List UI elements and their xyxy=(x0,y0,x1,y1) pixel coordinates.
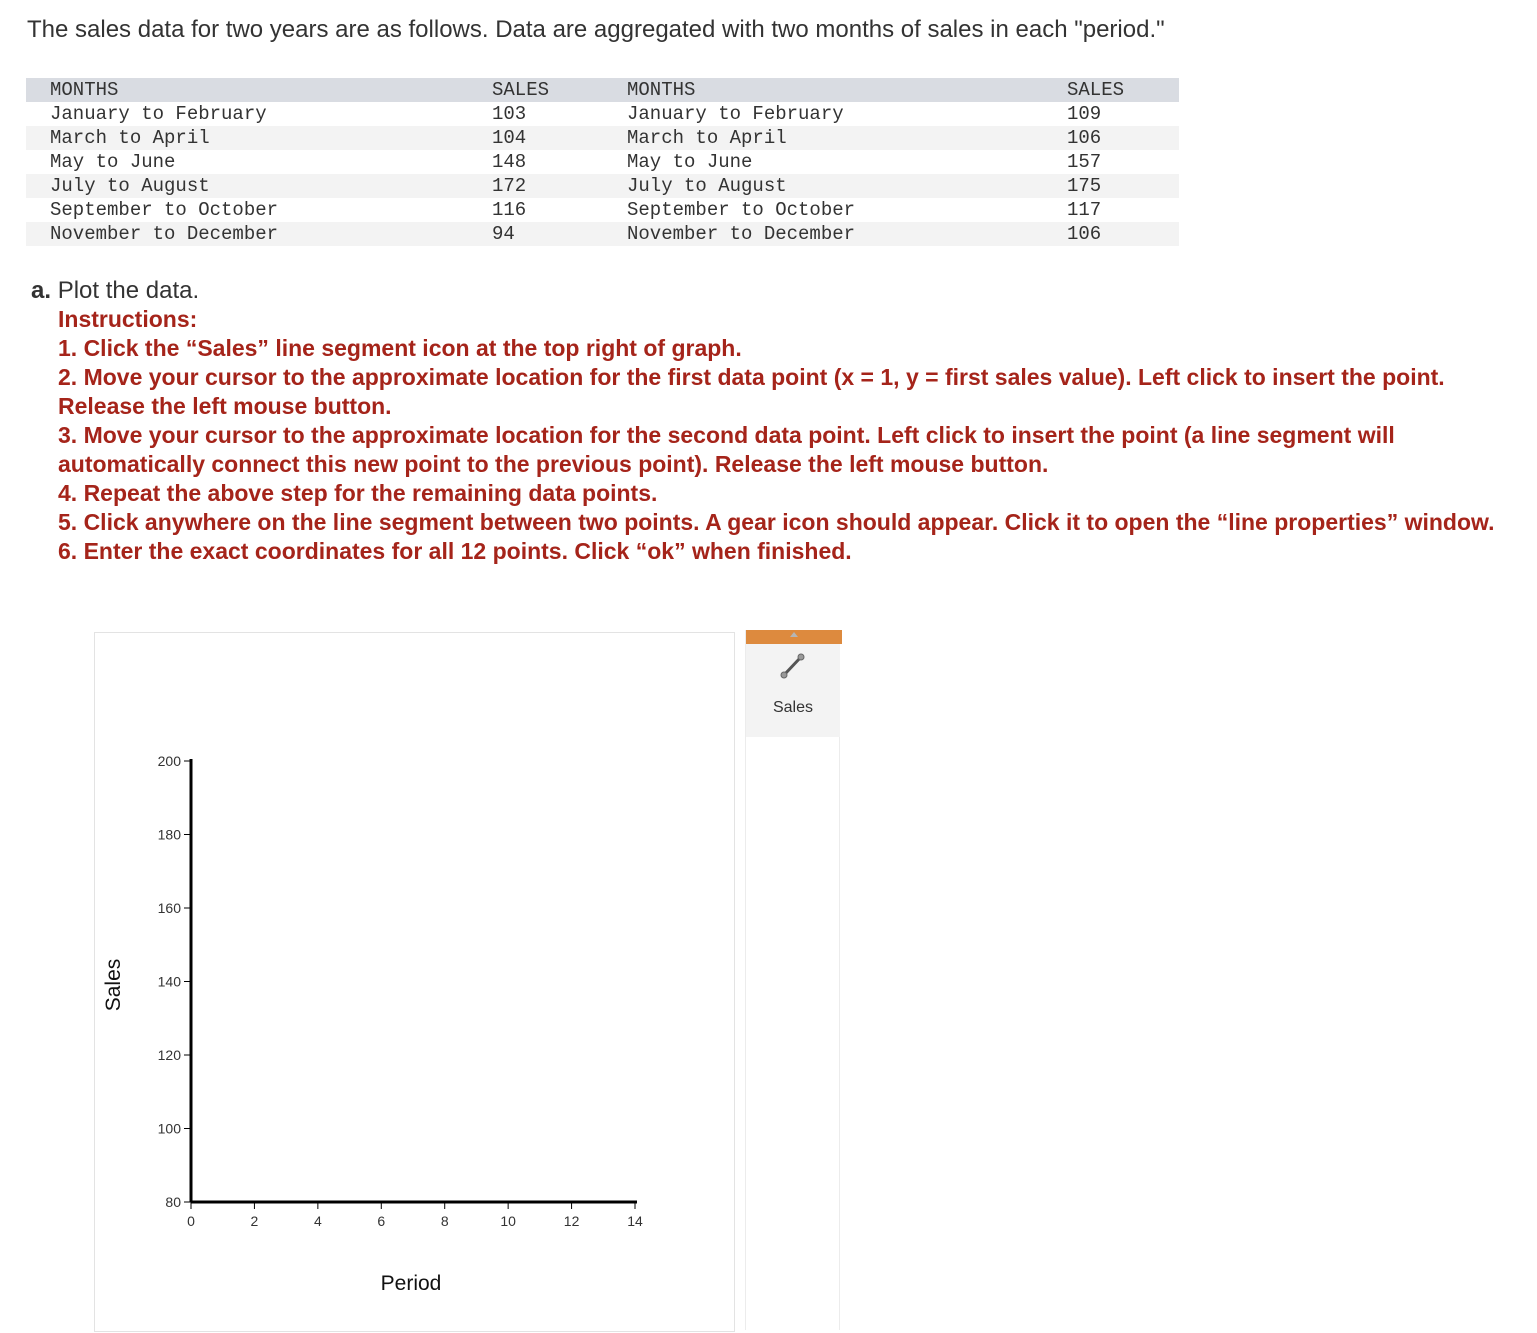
x-tick-label: 6 xyxy=(377,1213,386,1229)
sales-tool-label: Sales xyxy=(772,699,814,716)
table-row xyxy=(26,126,1179,150)
x-axis-title: Period xyxy=(380,1272,442,1295)
sales-cell: 157 xyxy=(1067,151,1102,173)
sales-cell: 94 xyxy=(492,223,515,245)
y-tick-label: 120 xyxy=(157,1047,181,1063)
y-tick-label: 180 xyxy=(157,826,181,843)
intro-text: The sales data for two years are as follows. Data are aggregated with two months of sales in each "period." xyxy=(27,16,1165,43)
months-cell: January to February xyxy=(627,103,844,125)
months-cell: March to April xyxy=(627,127,787,149)
header-sales-2: SALES xyxy=(1067,79,1125,101)
instructions-heading: Instructions: xyxy=(58,306,198,332)
sales-cell: 104 xyxy=(492,127,527,149)
sales-cell: 117 xyxy=(1067,199,1102,221)
instruction-step: 3. Move your cursor to the approximate location for the second data point. Left click to insert the point (a line segment will automatically connect this new point to the previous point). Release the left mouse button. xyxy=(58,422,1395,477)
sales-data-table xyxy=(26,78,1179,246)
header-sales-1: SALES xyxy=(492,79,550,101)
sales-cell: 106 xyxy=(1067,223,1102,245)
table-row xyxy=(26,174,1179,198)
months-cell: November to December xyxy=(50,223,279,245)
graph-canvas[interactable] xyxy=(94,632,735,1332)
x-tick-label: 8 xyxy=(440,1213,449,1229)
instruction-step: 6. Enter the exact coordinates for all 12 points. Click “ok” when finished. xyxy=(58,538,852,564)
sales-line-tool-button[interactable] xyxy=(746,644,840,737)
months-cell: March to April xyxy=(50,127,210,149)
part-a-text: Plot the data. xyxy=(57,277,200,304)
part-a-prompt xyxy=(31,277,199,305)
part-a-label: a. xyxy=(31,277,52,304)
line-segment-icon[interactable] xyxy=(779,652,807,680)
instruction-step: 2. Move your cursor to the approximate location for the first data point (x = 1, y = first sales value). Left click to insert the point. Release the left mouse button. xyxy=(58,364,1445,419)
y-tick-label: 160 xyxy=(157,900,181,916)
sales-cell: 172 xyxy=(492,175,527,197)
y-tick-label: 100 xyxy=(157,1120,181,1137)
tool-panel xyxy=(745,630,840,1330)
x-tick-label: 14 xyxy=(627,1213,643,1229)
table-row xyxy=(26,102,1179,126)
table-row xyxy=(26,150,1179,174)
sales-cell: 106 xyxy=(1067,127,1102,149)
months-cell: September to October xyxy=(627,199,856,221)
months-cell: May to June xyxy=(50,151,176,173)
header-months-2: MONTHS xyxy=(627,79,696,101)
collapse-caret-icon[interactable] xyxy=(790,632,798,637)
x-tick-label: 12 xyxy=(563,1213,580,1229)
sales-cell: 116 xyxy=(492,199,527,221)
table-header-row xyxy=(26,78,1179,102)
months-cell: November to December xyxy=(627,223,856,245)
x-tick-label: 4 xyxy=(313,1213,322,1229)
months-cell: January to February xyxy=(50,103,267,125)
sales-cell: 103 xyxy=(492,103,527,125)
instructions-block xyxy=(58,305,1528,566)
x-tick-label: 0 xyxy=(187,1213,195,1229)
sales-cell: 175 xyxy=(1067,175,1102,197)
header-months-1: MONTHS xyxy=(50,79,119,101)
months-cell: May to June xyxy=(627,151,753,173)
sales-cell: 109 xyxy=(1067,103,1102,125)
instruction-step: 5. Click anywhere on the line segment between two points. A gear icon should appear. Click it to open the “line properties” window. xyxy=(58,509,1495,535)
sales-cell: 148 xyxy=(492,151,527,173)
chart-svg[interactable] xyxy=(95,633,736,1333)
instruction-step: 4. Repeat the above step for the remaining data points. xyxy=(58,480,658,506)
months-cell: July to August xyxy=(50,175,210,197)
months-cell: July to August xyxy=(627,175,787,197)
y-tick-label: 80 xyxy=(165,1194,181,1210)
table-row xyxy=(26,222,1179,246)
months-cell: September to October xyxy=(50,199,279,221)
instruction-step: 1. Click the “Sales” line segment icon at the top right of graph. xyxy=(58,335,742,361)
y-axis-title: Sales xyxy=(102,958,125,1012)
x-tick-label: 10 xyxy=(500,1213,516,1229)
y-tick-label: 140 xyxy=(157,973,181,990)
y-tick-label: 200 xyxy=(157,753,181,769)
x-tick-label: 2 xyxy=(250,1213,259,1229)
tool-panel-header[interactable] xyxy=(746,630,842,644)
table-row xyxy=(26,198,1179,222)
